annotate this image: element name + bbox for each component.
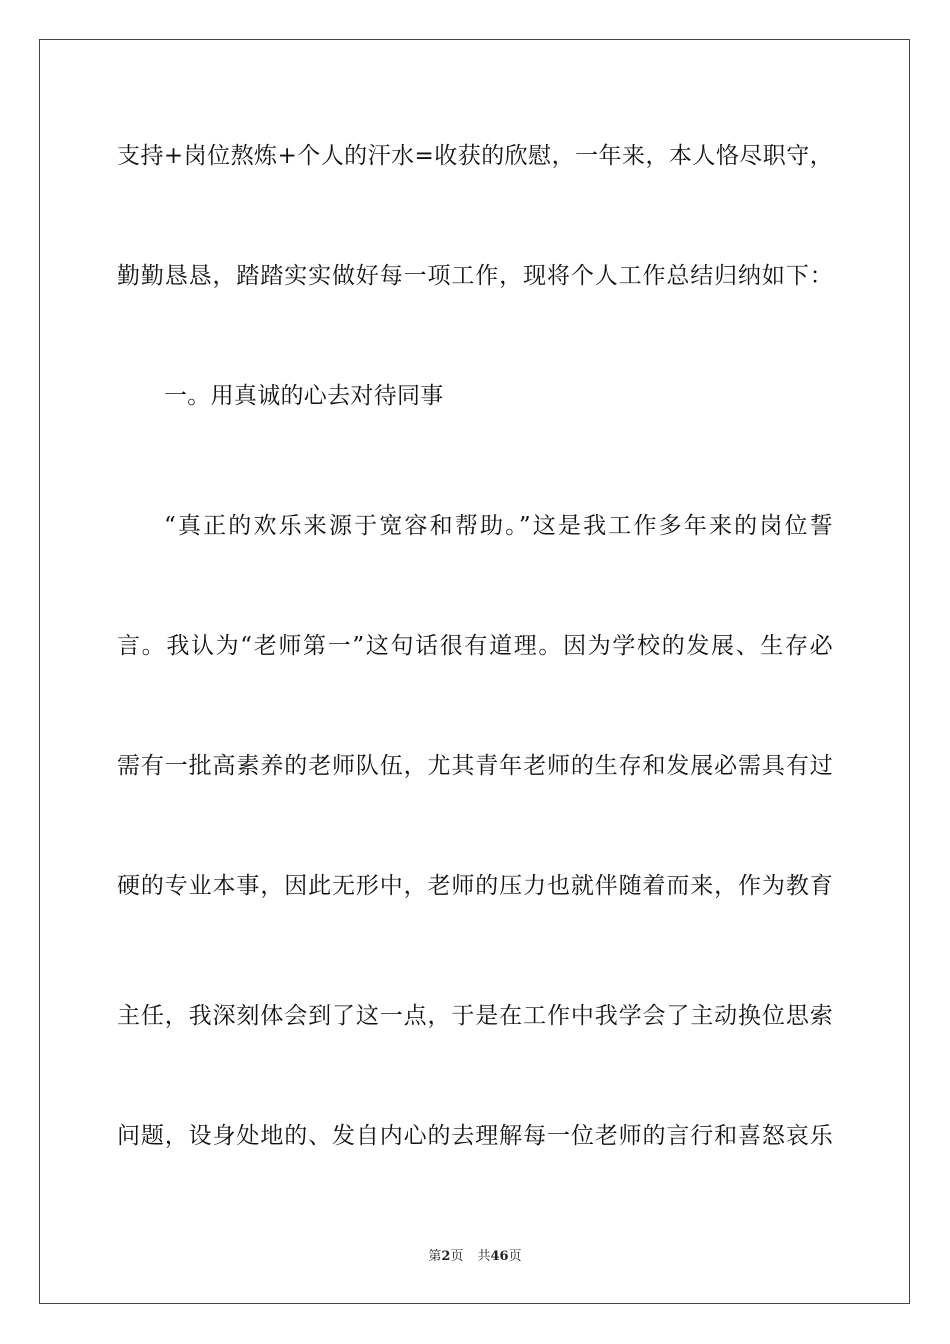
body-text-line-7: 主任，我深刻体会到了这一点，于是在工作中我学会了主动换位思索 [117, 1003, 833, 1029]
body-text-line-5: 需有一批高素养的老师队伍，尤其青年老师的生存和发展必需具有过 [117, 753, 833, 779]
section-heading: 一。用真诚的心去对待同事 [164, 383, 444, 409]
page-border [39, 39, 910, 1304]
body-text-line-8: 问题，设身处地的、发自内心的去理解每一位老师的言行和喜怒哀乐 [117, 1123, 833, 1149]
total-pages: 46 [490, 1249, 509, 1264]
total-prefix: 共 [477, 1249, 491, 1264]
body-text-line-3: “真正的欢乐来源于宽容和帮助。”这是我工作多年来的岗位誓 [164, 513, 833, 539]
page-prefix: 第 [428, 1249, 442, 1264]
body-text-line-6: 硬的专业本事，因此无形中，老师的压力也就伴随着而来，作为教育 [117, 873, 833, 899]
page-suffix: 页 [450, 1249, 464, 1264]
body-text-line-4: 言。我认为“老师第一”这句话很有道理。因为学校的发展、生存必 [117, 633, 833, 659]
page-number: 2 [441, 1249, 451, 1264]
total-suffix: 页 [508, 1249, 522, 1264]
page-footer [0, 1248, 950, 1266]
body-text-line-1: 支持+岗位熬炼+个人的汗水=收获的欣慰，一年来，本人恪尽职守， [117, 143, 833, 169]
body-text-line-2: 勤勤恳恳，踏踏实实做好每一项工作，现将个人工作总结归纳如下： [117, 263, 833, 289]
